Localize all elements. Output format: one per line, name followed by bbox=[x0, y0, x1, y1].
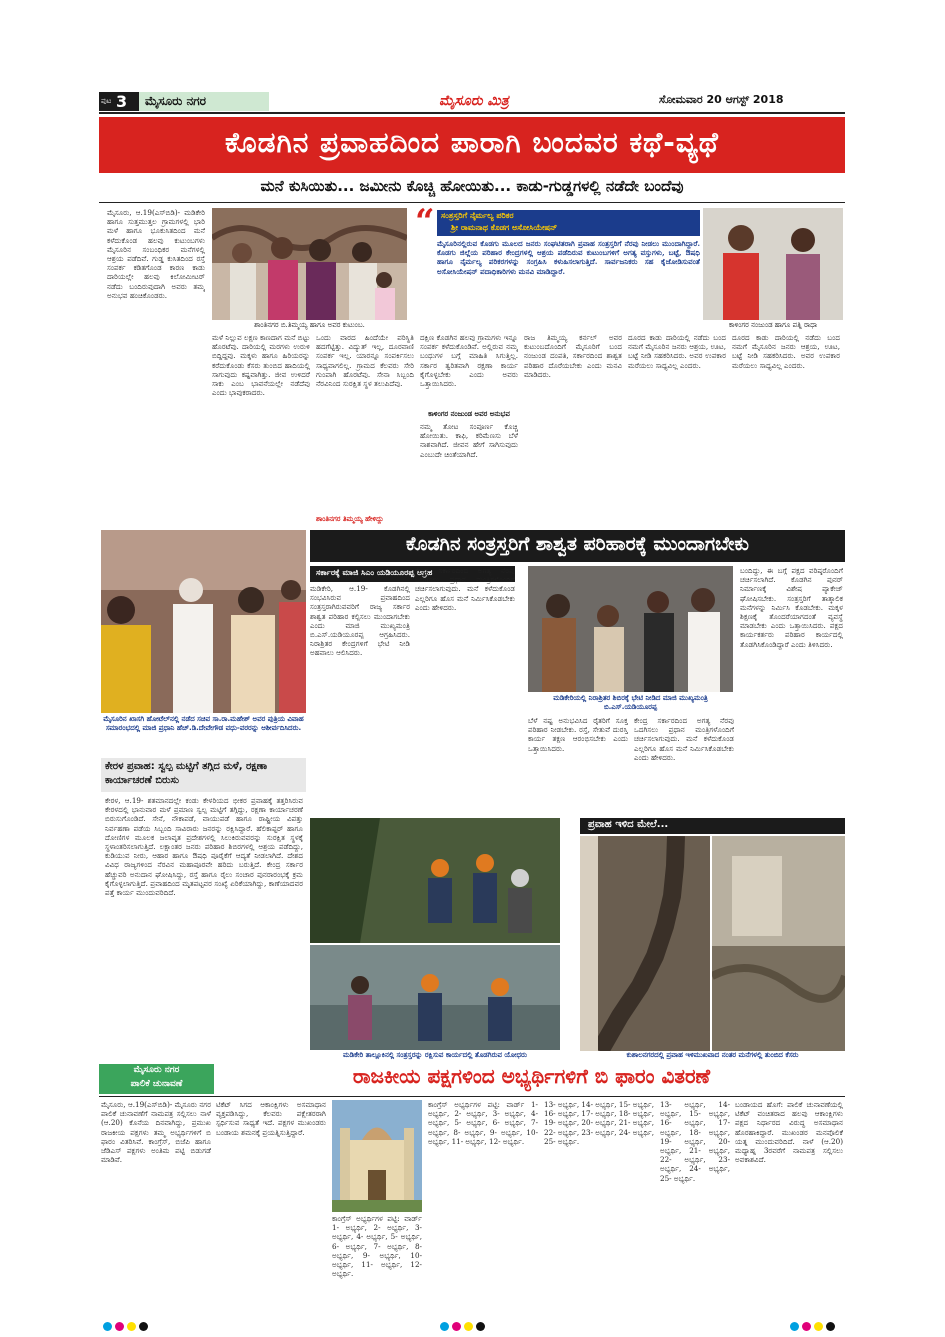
main-headline: ಕೊಡಗಿನ ಪ್ರವಾಹದಿಂದ ಪಾರಾಗಿ ಬಂದವರ ಕಥೆ-ವ್ಯಥೆ bbox=[225, 126, 719, 159]
wedding-photo bbox=[101, 530, 306, 713]
page-label: ಪುಟ bbox=[101, 97, 112, 105]
sub-headline: ಮನೆ ಕುಸಿಯಿತು... ಜಮೀನು ಕೊಚ್ಚಿ ಹೋಯಿತು... ಕಾಡು-ಗುಡ್ಡಗಳಲ್ಲಿ ನಡೆದೇ ಬಂದೆವು bbox=[260, 177, 684, 195]
palace-photo bbox=[332, 1100, 422, 1212]
kerala-body: ಕೇರಳ, ಆ.19- ಶತಮಾನದಲ್ಲೇ ಕಂಡು ಕೇಳರಿಯದ ಭೀಕರ ಪ್ರವಾಹಕ್ಕೆ ತತ್ತರಿಸಿರುವ ಕೇರಳದಲ್ಲಿ ಭಾನುವಾರ ಮಳೆ ಪ್ರಮಾಣ ಸ್ವಲ್ಪ ಮಟ್ಟಿಗೆ ತಗ್ಗಿದ್ದು, ರಕ್ಷಣಾ ಕಾರ್ಯಾಚರಣೆ ಬಿರುಸುಗೊಂಡಿದೆ. ಸೇನೆ, ನೌಕಾಪಡೆ, ವಾಯುಪಡೆ ಹಾಗೂ ರಾಷ್ಟ್ರೀಯ ವಿಪತ್ತು ನಿರ್ವಹಣಾ ಪಡೆಯ ಸಿಬ್ಬಂದಿ ಸಾವಿರಾರು ಜನರನ್ನು ರಕ್ಷಿಸಿದ್ದಾರೆ. ಹೆಲಿಕಾಪ್ಟರ್ ಹಾಗೂ ದೋಣಿಗಳ ಮೂಲಕ ಜಲಾವೃತ ಪ್ರದೇಶಗಳಲ್ಲಿ ಸಿಲುಕಿರುವವರನ್ನು ಸುರಕ್ಷಿತ ಸ್ಥಳಕ್ಕೆ ಸ್ಥಳಾಂತರಿಸಲಾಗುತ್ತಿದೆ. ಲಕ್ಷಾಂತರ ಜನರು ಪರಿಹಾರ ಶಿಬಿರಗಳಲ್ಲಿ ಆಶ್ರಯ ಪಡೆದಿದ್ದು, ಕುಡಿಯುವ ನೀರು, ಆಹಾರ ಹಾಗೂ ಔಷಧಿ ಪೂರೈಕೆಗೆ ಆದ್ಯತೆ ನೀಡಲಾಗಿದೆ. ದೇಶದ ವಿವಿಧ ರಾಜ್ಯಗಳಿಂದ ನೆರವಿನ ಮಹಾಪೂರವೇ ಹರಿದು ಬರುತ್ತಿದೆ. ಕೇಂದ್ರ ಸರ್ಕಾರ ಹೆಚ್ಚುವರಿ ಅನುದಾನ ಘೋಷಿಸಿದ್ದು, ರಸ್ತೆ ಹಾಗೂ ರೈಲು ಸಂಚಾರ ಪುನರಾರಂಭಕ್ಕೆ ಕ್ರಮ ಕೈಗೊಳ್ಳಲಾಗುತ್ತಿದೆ. ಪ್ರವಾಹದಿಂದ ಮೃತಪಟ್ಟವರ ಸಂಖ್ಯೆ ಏರಿಕೆಯಾಗಿದ್ದು, ಕಾಣೆಯಾದವರ ಪತ್ತೆ ಕಾರ್ಯ ಮುಂದುವರಿದಿದೆ. bbox=[105, 796, 303, 898]
registration-marks-center bbox=[440, 1316, 488, 1335]
couple-photo-caption: ಕಾಳಿಂಗರ ನಂಜುಂಡ ಹಾಗೂ ಪತ್ನಿ ರಾಧಾ bbox=[728, 321, 818, 329]
family-photo-caption: ಶಾಂತಿನಗರ ಬಿ.ತಿಮ್ಮಯ್ಯ ಹಾಗೂ ಅವರ ಕುಟುಂಬ. bbox=[254, 321, 365, 329]
black-mark bbox=[476, 1322, 485, 1331]
cyan-mark bbox=[440, 1322, 449, 1331]
story2-col3: ಬೆಳೆ ನಷ್ಟ ಅನುಭವಿಸಿದ ರೈತರಿಗೆ ಸೂಕ್ತ ಪರಿಹಾರ ನೀಡಬೇಕು. ರಸ್ತೆ, ಸೇತುವೆ ದುರಸ್ತಿ ಕಾರ್ಯ ತಕ್ಷಣ ಆರಂಭಿಸಬೇಕು ಎಂದು ಒತ್ತಾಯಿಸಿದರು. bbox=[528, 716, 628, 753]
yeddyurappa-photo bbox=[528, 566, 733, 692]
registration-marks-right bbox=[790, 1316, 838, 1335]
quote-title-bar bbox=[437, 210, 700, 236]
couple-photo bbox=[703, 208, 843, 320]
quote-title: ಸಂತ್ರಸ್ತರಿಗೆ ನೈರ್ಮಲ್ಯ ಪರಿಕರ bbox=[441, 211, 514, 220]
rescue-bottom-art bbox=[310, 945, 560, 1050]
after-flood-label: ಪ್ರವಾಹ ಇಳಿದ ಮೇಲೆ... bbox=[588, 819, 669, 830]
story2-kicker: ಸರ್ಕಾರಕ್ಕೆ ಮಾಜಿ ಸಿಎಂ ಯಡಿಯೂರಪ್ಪ ಆಗ್ರಹ bbox=[316, 568, 433, 577]
visit-photo-art bbox=[528, 566, 733, 692]
quote-box bbox=[415, 202, 700, 320]
black-mark bbox=[139, 1322, 148, 1331]
issue-date: ಸೋಮವಾರ 20 ಆಗಸ್ಟ್ 2018 bbox=[659, 93, 784, 106]
yellow-mark bbox=[464, 1322, 473, 1331]
election-col5: 13- ಅಭ್ಯರ್ಥಿ, 14- ಅಭ್ಯರ್ಥಿ, 15- ಅಭ್ಯರ್ಥಿ, 16- ಅಭ್ಯರ್ಥಿ, 17- ಅಭ್ಯರ್ಥಿ, 18- ಅಭ್ಯರ್ಥಿ, 19- ಅಭ್ಯರ್ಥಿ, 20- ಅಭ್ಯರ್ಥಿ, 21- ಅಭ್ಯರ್ಥಿ, 22- ಅಭ್ಯರ್ಥಿ, 23- ಅಭ್ಯರ್ಥಿ, 24- ಅಭ್ಯರ್ಥಿ, 25- ಅಭ್ಯರ್ಥಿ. bbox=[544, 1100, 654, 1146]
headline-rule bbox=[99, 202, 845, 203]
wedding-photo-art bbox=[101, 530, 306, 713]
story1-col2: ಮಳೆ ನಿಲ್ಲುವ ಲಕ್ಷಣ ಕಾಣದಾಗ ಮನೆ ಬಿಟ್ಟು ಹೊರಟೆವು. ದಾರಿಯಲ್ಲಿ ಮರಗಳು ಉರುಳಿ ಬಿದ್ದಿದ್ದವು. ಮಕ್ಕಳು ಹಾಗೂ ಹಿರಿಯರನ್ನು ಕರೆದುಕೊಂಡು ಕೆಸರು ತುಂಬಿದ ಹಾದಿಯಲ್ಲಿ ಸಾಗುವುದು ಕಷ್ಟವಾಗಿತ್ತು. ಜೀವ ಉಳಿದರೆ ಸಾಕು ಎಂಬ ಭಾವನೆಯಲ್ಲೇ ನಡೆದೆವು ಎಂದು ಭಾವುಕರಾದರು. bbox=[212, 333, 310, 398]
kerala-headline-box bbox=[101, 758, 306, 792]
story1-col1: ಮೈಸೂರು, ಆ.19(ಎಸ್‌ಬಿಡಿ)- ಮಡಿಕೇರಿ ಹಾಗೂ ಸುತ್ತಮುತ್ತಲ ಗ್ರಾಮಗಳಲ್ಲಿ ಭಾರಿ ಮಳೆ ಹಾಗೂ ಭೂಕುಸಿತದಿಂದ ಮನೆ ಕಳೆದುಕೊಂಡ ಹಲವು ಕುಟುಂಬಗಳು ಮೈಸೂರಿನ ಸಂಬಂಧಿಕರ ಮನೆಗಳಲ್ಲಿ ಆಶ್ರಯ ಪಡೆದಿವೆ. ಗುಡ್ಡ ಕುಸಿತದಿಂದ ರಸ್ತೆ ಸಂಪರ್ಕ ಕಡಿತಗೊಂಡ ಕಾರಣ ಕಾಡು ದಾರಿಯಲ್ಲೇ ಹಲವು ಕಿಲೋಮೀಟರ್ ನಡೆದು ಬಂದಿರುವುದಾಗಿ ಅವರು ತಮ್ಮ ಅನುಭವ ಹಂಚಿಕೊಂಡರು. bbox=[107, 208, 205, 300]
story1-col6: ರಾಜ ತಿಮ್ಮಯ್ಯ ಕರ್ನಲ್ ಅವರ ಕುಟುಂಬದೊಂದಿಗೆ ಮೈಸೂರಿಗೆ ಬಂದ ನಂಜುಂಡ ದಂಪತಿ, ಸರ್ಕಾರದಿಂದ ಶಾಶ್ವತ ಪರಿಹಾರ ದೊರೆಯಬೇಕು ಎಂದು ಮನವಿ ಮಾಡಿದರು. bbox=[524, 333, 622, 379]
story1-col3: ಒಂದು ವಾರದ ಹಿಂದೆಯೇ ಪರಿಸ್ಥಿತಿ ಹದಗೆಟ್ಟಿತ್ತು. ವಿದ್ಯುತ್ ಇಲ್ಲ, ದೂರವಾಣಿ ಸಂಪರ್ಕ ಇಲ್ಲ. ಯಾರನ್ನೂ ಸಂಪರ್ಕಿಸಲು ಸಾಧ್ಯವಾಗಲಿಲ್ಲ. ಗ್ರಾಮದ ಕೆಲವರು ಸೇರಿ ಗುಂಪಾಗಿ ಹೊರಟೆವು. ಸೇನಾ ಸಿಬ್ಬಂದಿ ನೆರವಿನಿಂದ ಸುರಕ್ಷಿತ ಸ್ಥಳ ತಲುಪಿದೆವು. bbox=[316, 333, 414, 389]
election-col3: ಕಾಂಗ್ರೆಸ್ ಅಭ್ಯರ್ಥಿಗಳ ಪಟ್ಟಿ: ವಾರ್ಡ್ 1- ಅಭ್ಯರ್ಥಿ, 2- ಅಭ್ಯರ್ಥಿ, 3- ಅಭ್ಯರ್ಥಿ, 4- ಅಭ್ಯರ್ಥಿ, 5- ಅಭ್ಯರ್ಥಿ, 6- ಅಭ್ಯರ್ಥಿ, 7- ಅಭ್ಯರ್ಥಿ, 8- ಅಭ್ಯರ್ಥಿ, 9- ಅಭ್ಯರ್ಥಿ, 10- ಅಭ್ಯರ್ಥಿ, 11- ಅಭ್ಯರ್ಥಿ, 12- ಅಭ್ಯರ್ಥಿ. bbox=[332, 1214, 422, 1279]
section-label bbox=[139, 92, 269, 111]
cyan-mark bbox=[103, 1322, 112, 1331]
election-label-box bbox=[99, 1064, 214, 1094]
rescue-photo-bottom bbox=[310, 945, 560, 1050]
registration-marks-left bbox=[103, 1316, 151, 1335]
after-flood-photo-right bbox=[712, 836, 845, 1051]
rescue-caption: ಮಡಿಕೇರಿ ತಾಲ್ಲೂಕಿನಲ್ಲಿ ಸಂತ್ರಸ್ತರನ್ನು ರಕ್ಷಿಸುವ ಕಾರ್ಯದಲ್ಲಿ ತೊಡಗಿರುವ ಯೋಧರು bbox=[343, 1051, 527, 1059]
palace-art bbox=[332, 1100, 422, 1212]
election-col2: ಟಿಕೆಟ್ ಸಿಗದ ಆಕಾಂಕ್ಷಿಗಳು ಅಸಮಾಧಾನ ವ್ಯಕ್ತಪಡಿಸಿದ್ದು, ಕೆಲವರು ಪಕ್ಷೇತರರಾಗಿ ಸ್ಪರ್ಧಿಸುವ ಸಾಧ್ಯತೆ ಇದೆ. ಪಕ್ಷಗಳ ಮುಖಂಡರು ಬಂಡಾಯ ಶಮನಕ್ಕೆ ಪ್ರಯತ್ನಿಸುತ್ತಿದ್ದಾರೆ. bbox=[216, 1100, 326, 1137]
quote-body: ಮೈಸೂರಿನಲ್ಲಿರುವ ಕೊಡಗು ಮೂಲದ ಜನರು ಸಂಘಟಿತರಾಗಿ ಪ್ರವಾಹ ಸಂತ್ರಸ್ತರಿಗೆ ನೆರವು ನೀಡಲು ಮುಂದಾಗಿದ್ದಾರೆ. ಕೊಡಗು ಜಿಲ್ಲೆಯ ಪರಿಹಾರ ಕೇಂದ್ರಗಳಲ್ಲಿ ಆಶ್ರಯ ಪಡೆದಿರುವ ಕುಟುಂಬಗಳಿಗೆ ಅಗತ್ಯ ವಸ್ತುಗಳು, ಬಟ್ಟೆ, ಔಷಧಿ ಹಾಗೂ ನೈರ್ಮಲ್ಯ ಪರಿಕರಗಳನ್ನು ಸಂಗ್ರಹಿಸಿ ಕಳುಹಿಸಲಾಗುತ್ತಿದೆ. ಸಾರ್ವಜನಿಕರು ಸಹ ಕೈಜೋಡಿಸುವಂತೆ ಅಸೋಸಿಯೇಷನ್ ಪದಾಧಿಕಾರಿಗಳು ಮನವಿ ಮಾಡಿದ್ದಾರೆ. bbox=[437, 239, 700, 276]
stairs-art bbox=[580, 836, 710, 1051]
page-number: 3 bbox=[116, 92, 128, 111]
family-photo-art bbox=[212, 208, 407, 320]
couple-photo-art bbox=[703, 208, 843, 320]
mud-room-art bbox=[712, 836, 845, 1051]
after-flood-photo-left bbox=[580, 836, 710, 1051]
story2-col2: ಕೇಂದ್ರ ಸರ್ಕಾರದಿಂದ ಅಗತ್ಯ ನೆರವು ಒದಗಿಸಲು ಪ್ರಧಾನ ಮಂತ್ರಿಗಳೊಂದಿಗೆ ಚರ್ಚಿಸಲಾಗುವುದು. ಮನೆ ಕಳೆದುಕೊಂಡ ಎಲ್ಲರಿಗೂ ಹೊಸ ಮನೆ ನಿರ್ಮಿಸಿಕೊಡಬೇಕು ಎಂದು ಹೇಳಿದರು. bbox=[415, 566, 515, 612]
election-col4: ಕಾಂಗ್ರೆಸ್ ಅಭ್ಯರ್ಥಿಗಳ ಪಟ್ಟಿ: ವಾರ್ಡ್ 1- ಅಭ್ಯರ್ಥಿ, 2- ಅಭ್ಯರ್ಥಿ, 3- ಅಭ್ಯರ್ಥಿ, 4- ಅಭ್ಯರ್ಥಿ, 5- ಅಭ್ಯರ್ಥಿ, 6- ಅಭ್ಯರ್ಥಿ, 7- ಅಭ್ಯರ್ಥಿ, 8- ಅಭ್ಯರ್ಥಿ, 9- ಅಭ್ಯರ್ಥಿ, 10- ಅಭ್ಯರ್ಥಿ, 11- ಅಭ್ಯರ್ಥಿ, 12- ಅಭ್ಯರ್ಥಿ. bbox=[428, 1100, 538, 1146]
story2-col5: ಬಂದಿದ್ದು, ಈ ಬಗ್ಗೆ ಪಕ್ಷದ ವರಿಷ್ಠರೊಂದಿಗೆ ಚರ್ಚಿಸಲಾಗಿದೆ. ಕೊಡಗಿನ ಪುನರ್ ನಿರ್ಮಾಣಕ್ಕೆ ವಿಶೇಷ ಪ್ಯಾಕೇಜ್ ಘೋಷಿಸಬೇಕು. ಸಂತ್ರಸ್ತರಿಗೆ ತಾತ್ಕಾಲಿಕ ಮನೆಗಳನ್ನು ನಿರ್ಮಿಸಿ ಕೊಡಬೇಕು. ಮಕ್ಕಳ ಶಿಕ್ಷಣಕ್ಕೆ ತೊಂದರೆಯಾಗದಂತೆ ವ್ಯವಸ್ಥೆ ಮಾಡಬೇಕು ಎಂದು ಒತ್ತಾಯಿಸಿದರು. ಪಕ್ಷದ ಕಾರ್ಯಕರ್ತರು ಪರಿಹಾರ ಕಾರ್ಯದಲ್ಲಿ ತೊಡಗಿಸಿಕೊಂಡಿದ್ದಾರೆ ಎಂದು ತಿಳಿಸಿದರು. bbox=[740, 566, 843, 649]
magenta-mark bbox=[115, 1322, 124, 1331]
magenta-mark bbox=[452, 1322, 461, 1331]
story2-headline: ಕೊಡಗಿನ ಸಂತ್ರಸ್ತರಿಗೆ ಶಾಶ್ವತ ಪರಿಹಾರಕ್ಕೆ ಮುಂದಾಗಬೇಕು bbox=[406, 533, 749, 555]
election-rule bbox=[99, 1096, 845, 1097]
quote-subtitle: ಶ್ರೀ ರಾಮನಾಥ ಕೊಡಗ ಅಸೋಸಿಯೇಷನ್ bbox=[451, 223, 558, 232]
election-label-2: ಪಾಲಿಕೆ ಚುನಾವಣೆ bbox=[130, 1079, 183, 1089]
election-col1: ಮೈಸೂರು, ಆ.19(ಎಸ್‌ಬಿಡಿ)- ಮೈಸೂರು ನಗರ ಪಾಲಿಕೆ ಚುನಾವಣೆಗೆ ನಾಮಪತ್ರ ಸಲ್ಲಿಸಲು ನಾಳೆ (ಆ.20) ಕೊನೆಯ ದಿನವಾಗಿದ್ದು, ಪ್ರಮುಖ ರಾಜಕೀಯ ಪಕ್ಷಗಳು ತಮ್ಮ ಅಭ್ಯರ್ಥಿಗಳಿಗೆ ಬಿ ಫಾರಂ ವಿತರಿಸಿವೆ. ಕಾಂಗ್ರೆಸ್, ಬಿಜೆಪಿ ಹಾಗೂ ಜೆಡಿಎಸ್ ಪಕ್ಷಗಳು ಅಂತಿಮ ಪಟ್ಟಿ ಬಿಡುಗಡೆ ಮಾಡಿವೆ. bbox=[101, 1100, 211, 1165]
cyan-mark bbox=[790, 1322, 799, 1331]
yellow-mark bbox=[814, 1322, 823, 1331]
masthead bbox=[99, 90, 845, 114]
wedding-caption: ಮೈಸೂರಿನ ಖಾಸಗಿ ಹೋಟೆಲ್‌ನಲ್ಲಿ ನಡೆದ ಸಚಿವ ಸಾ.ರಾ.ಮಹೇಶ್ ಅವರ ಪುತ್ರಿಯ ವಿವಾಹ ಸಮಾರಂಭದಲ್ಲಿ ಮಾಜಿ ಪ್ರಧಾನಿ ಹೆಚ್.ಡಿ.ದೇವೇಗೌಡ ವಧು-ವರರನ್ನು ಆಶೀರ್ವದಿಸಿದರು. bbox=[103, 715, 304, 732]
story1-col5: ನಮ್ಮ ತೋಟ ಸಂಪೂರ್ಣ ಕೊಚ್ಚಿ ಹೋಯಿತು. ಕಾಫಿ, ಕರಿಮೆಣಸು ಬೆಳೆ ನಾಶವಾಗಿದೆ. ಜೀವನ ಹೇಗೆ ಸಾಗಿಸುವುದು ಎಂಬುದೇ ಚಿಂತೆಯಾಗಿದೆ. bbox=[420, 422, 518, 459]
story1-col8: ದೂರದ ಕಾಡು ದಾರಿಯಲ್ಲಿ ನಡೆದು ಬಂದ ನಮಗೆ ಮೈಸೂರಿನ ಜನರು ಆಶ್ರಯ, ಊಟ, ಬಟ್ಟೆ ನೀಡಿ ಸಹಕರಿಸಿದರು. ಅವರ ಉಪಕಾರ ಮರೆಯಲು ಸಾಧ್ಯವಿಲ್ಲ ಎಂದರು. bbox=[732, 333, 840, 370]
page-number-box bbox=[99, 92, 139, 111]
black-mark bbox=[826, 1322, 835, 1331]
after-flood-label-bar bbox=[580, 818, 845, 834]
yeddyurappa-caption: ಮಡಿಕೇರಿಯಲ್ಲಿ ನಿರಾಶ್ರಿತರ ಶಿಬಿರಕ್ಕೆ ಭೇಟಿ ನೀಡಿದ ಮಾಜಿ ಮುಖ್ಯಮಂತ್ರಿ ಬಿ.ಎಸ್.ಯಡಿಯೂರಪ್ಪ bbox=[553, 694, 708, 711]
rescue-top-art bbox=[310, 818, 560, 943]
family-photo bbox=[212, 208, 407, 320]
quote-mark: “ bbox=[415, 202, 435, 242]
story1-col4: ದಕ್ಷಿಣ ಕೊಡಗಿನ ಹಲವು ಗ್ರಾಮಗಳು ಇನ್ನೂ ಸಂಪರ್ಕ ಕಳೆದುಕೊಂಡಿವೆ. ಅಲ್ಲಿರುವ ನಮ್ಮ ಬಂಧುಗಳ ಬಗ್ಗೆ ಮಾಹಿತಿ ಸಿಗುತ್ತಿಲ್ಲ. ಸರ್ಕಾರ ತ್ವರಿತವಾಗಿ ರಕ್ಷಣಾ ಕಾರ್ಯ ಕೈಗೊಳ್ಳಬೇಕು ಎಂದು ಅವರು ಒತ್ತಾಯಿಸಿದರು. bbox=[420, 333, 518, 389]
after-flood-caption: ಕುಶಾಲನಗರದಲ್ಲಿ ಪ್ರವಾಹ ಇಳಿಮುಖವಾದ ನಂತರ ಮನೆಗಳಲ್ಲಿ ತುಂಬಿದ ಕೆಸರು bbox=[626, 1051, 799, 1059]
magenta-mark bbox=[802, 1322, 811, 1331]
section-name: ಮೈಸೂರು ನಗರ bbox=[145, 94, 207, 108]
election-col6: 13- ಅಭ್ಯರ್ಥಿ, 14- ಅಭ್ಯರ್ಥಿ, 15- ಅಭ್ಯರ್ಥಿ, 16- ಅಭ್ಯರ್ಥಿ, 17- ಅಭ್ಯರ್ಥಿ, 18- ಅಭ್ಯರ್ಥಿ, 19- ಅಭ್ಯರ್ಥಿ, 20- ಅಭ್ಯರ್ಥಿ, 21- ಅಭ್ಯರ್ಥಿ, 22- ಅಭ್ಯರ್ಥಿ, 23- ಅಭ್ಯರ್ಥಿ, 24- ಅಭ್ಯರ್ಥಿ, 25- ಅಭ್ಯರ್ಥಿ. bbox=[660, 1100, 730, 1183]
yellow-mark bbox=[127, 1322, 136, 1331]
story1-col7: ದೂರದ ಕಾಡು ದಾರಿಯಲ್ಲಿ ನಡೆದು ಬಂದ ನಮಗೆ ಮೈಸೂರಿನ ಜನರು ಆಶ್ರಯ, ಊಟ, ಬಟ್ಟೆ ನೀಡಿ ಸಹಕರಿಸಿದರು. ಅವರ ಉಪಕಾರ ಮರೆಯಲು ಸಾಧ್ಯವಿಲ್ಲ ಎಂದರು. bbox=[628, 333, 726, 370]
paper-name: ಮೈಸೂರು ಮಿತ್ರ bbox=[439, 93, 509, 109]
main-headline-banner bbox=[99, 117, 845, 173]
election-label-1: ಮೈಸೂರು ನಗರ bbox=[133, 1065, 180, 1075]
story1-byline: ಶಾಂತಿನಗರ ತಿಮ್ಮಯ್ಯ ಹೇಳಿದ್ದು bbox=[316, 515, 384, 523]
election-col7: ಬಂಡಾಯದ ಹೊಗೆ: ಪಾಲಿಕೆ ಚುನಾವಣೆಯಲ್ಲಿ ಟಿಕೆಟ್ ವಂಚಿತರಾದ ಹಲವು ಆಕಾಂಕ್ಷಿಗಳು ಪಕ್ಷದ ನಿರ್ಧಾರದ ವಿರುದ್ಧ ಅಸಮಾಧಾನ ಹೊರಹಾಕಿದ್ದಾರೆ. ಮುಖಂಡರ ಮನವೊಲಿಕೆ ಯತ್ನ ಮುಂದುವರಿದಿದೆ. ನಾಳೆ (ಆ.20) ಮಧ್ಯಾಹ್ನ 3ರವರೆಗೆ ನಾಮಪತ್ರ ಸಲ್ಲಿಸಲು ಅವಕಾಶವಿದೆ. bbox=[735, 1100, 843, 1165]
election-headline: ರಾಜಕೀಯ ಪಕ್ಷಗಳಿಂದ ಅಭ್ಯರ್ಥಿಗಳಿಗೆ ಬಿ ಫಾರಂ ವಿತರಣೆ bbox=[352, 1064, 711, 1088]
story2-col4: ಕೇಂದ್ರ ಸರ್ಕಾರದಿಂದ ಅಗತ್ಯ ನೆರವು ಒದಗಿಸಲು ಪ್ರಧಾನ ಮಂತ್ರಿಗಳೊಂದಿಗೆ ಚರ್ಚಿಸಲಾಗುವುದು. ಮನೆ ಕಳೆದುಕೊಂಡ ಎಲ್ಲರಿಗೂ ಹೊಸ ಮನೆ ನಿರ್ಮಿಸಿಕೊಡಬೇಕು ಎಂದು ಹೇಳಿದರು. bbox=[634, 716, 734, 762]
kerala-headline: ಕೇರಳ ಪ್ರವಾಹ: ಸ್ವಲ್ಪ ಮಟ್ಟಿಗೆ ತಗ್ಗಿದ ಮಳೆ, ರಕ್ಷಣಾ ಕಾರ್ಯಾಚರಣೆ ಬಿರುಸು bbox=[105, 761, 268, 786]
story1-subhead: ಕಾಳಿಂಗರ ನಂಜುಂಡ ಅವರ ಅನುಭವ bbox=[428, 410, 510, 418]
story2-col1: ಮಡಿಕೇರಿ, ಆ.19- ಕೊಡಗಿನಲ್ಲಿ ಸಂಭವಿಸಿರುವ ಪ್ರವಾಹದಿಂದ ಸಂತ್ರಸ್ತರಾಗಿರುವವರಿಗೆ ರಾಜ್ಯ ಸರ್ಕಾರ ಶಾಶ್ವತ ಪರಿಹಾರ ಕಲ್ಪಿಸಲು ಮುಂದಾಗಬೇಕು ಎಂದು ಮಾಜಿ ಮುಖ್ಯಮಂತ್ರಿ ಬಿ.ಎಸ್.ಯಡಿಯೂರಪ್ಪ ಆಗ್ರಹಿಸಿದರು. ನಿರಾಶ್ರಿತರ ಕೇಂದ್ರಗಳಿಗೆ ಭೇಟಿ ನೀಡಿ ಅಹವಾಲು ಆಲಿಸಿದರು. bbox=[310, 584, 410, 658]
rescue-photo-top bbox=[310, 818, 560, 943]
story2-band bbox=[310, 530, 845, 562]
